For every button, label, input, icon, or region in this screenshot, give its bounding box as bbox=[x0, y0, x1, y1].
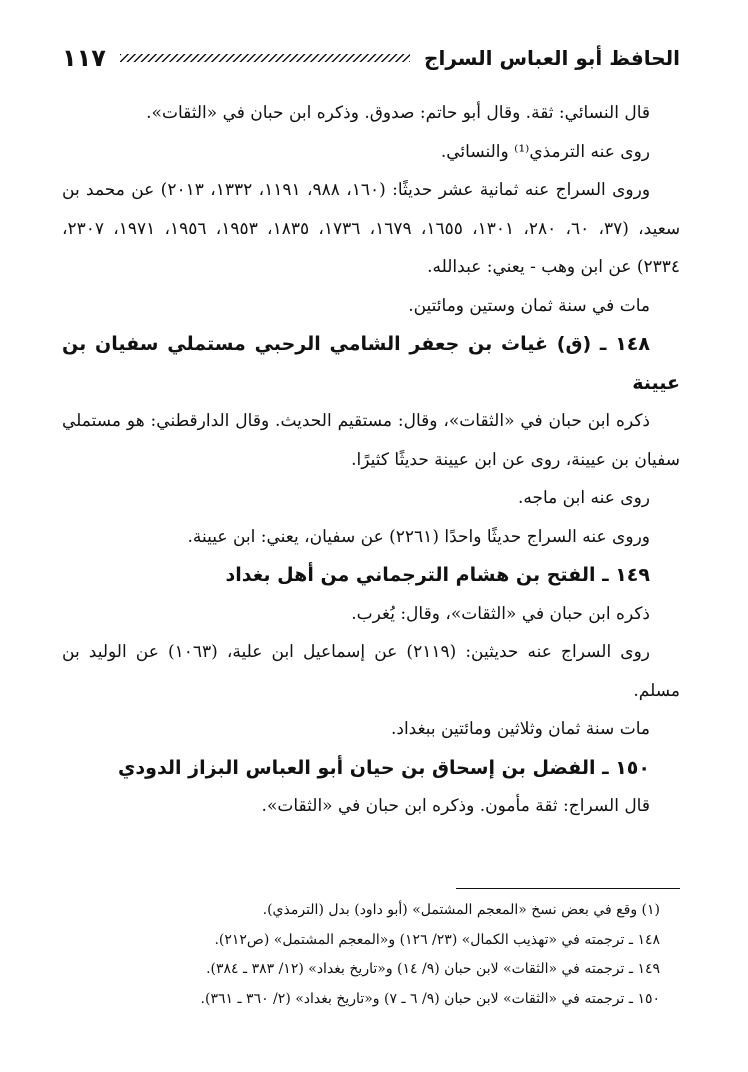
entry-heading: ١٤٨ ـ (ق) غياث بن جعفر الشامي الرحبي مستملي سفيان بن عيينة bbox=[62, 333, 680, 394]
paragraph: روى عنه الترمذي⁽¹⁾ والنسائي. bbox=[440, 141, 650, 162]
main-text bbox=[62, 94, 680, 826]
paragraph: ذكره ابن حبان في «الثقات»، وقال: يُغرب. bbox=[351, 603, 650, 624]
footnote-separator bbox=[456, 888, 680, 889]
entry-heading: ١٥٠ ـ الفضل بن إسحاق بن حيان أبو العباس البزاز الدودي bbox=[117, 756, 650, 779]
page-number: ١١٧ bbox=[62, 44, 106, 72]
paragraph: ذكره ابن حبان في «الثقات»، وقال: مستقيم الحديث. وقال الدارقطني: هو مستملي سفيان بن عيينة، روى عن ابن عيينة حديثًا كثيرًا. bbox=[62, 411, 680, 470]
paragraph: مات سنة ثمان وثلاثين ومائتين ببغداد. bbox=[390, 719, 650, 739]
paragraph: وروى عنه السراج حديثًا واحدًا (٢٢٦١) عن سفيان، يعني: ابن عيينة. bbox=[187, 526, 650, 547]
page-header bbox=[62, 38, 680, 78]
paragraph: روى عنه ابن ماجه. bbox=[517, 488, 650, 508]
entry-heading: ١٤٩ ـ الفتح بن هشام الترجماني من أهل بغداد bbox=[225, 564, 650, 586]
running-title: الحافظ أبو العباس السراج bbox=[424, 46, 680, 70]
header-rule bbox=[120, 54, 410, 62]
paragraph: روى السراج عنه حديثين: (٢١١٩) عن إسماعيل ابن علية، (١٠٦٣) عن الوليد بن مسلم. bbox=[62, 642, 680, 701]
paragraph: وروى السراج عنه ثمانية عشر حديثًا: (١٦٠، ٩٨٨، ١١٩١، ١٣٣٢، ٢٠١٣) عن محمد بن سعيد، (٣٧، ٦٠، ٢٨٠، ١٣٠١، ١٦٥٥، ١٦٧٩، ١٧٣٦، ١٨٣٥، ١٩٥٣، ١٩٥٦، ١٩٧١، ٢٣٠٧، ٢٣٣٤) عن ابن وهب - يعني: عبدالله. bbox=[62, 180, 681, 277]
footnotes bbox=[62, 896, 680, 1014]
footnote: (١) وقع في بعض نسخ «المعجم المشتمل» (أبو داود) بدل (الترمذي). bbox=[262, 902, 660, 918]
paragraph: مات في سنة ثمان وستين ومائتين. bbox=[408, 295, 650, 316]
footnote: ١٤٩ ـ ترجمته في «الثقات» لابن حبان (٩/ ١٤) و«تاريخ بغداد» (١٢/ ٣٨٣ ـ ٣٨٤). bbox=[206, 961, 660, 977]
paragraph: قال السراج: ثقة مأمون. وذكره ابن حبان في «الثقات». bbox=[261, 796, 650, 816]
footnote: ١٥٠ ـ ترجمته في «الثقات» لابن حبان (٩/ ٦ ـ ٧) و«تاريخ بغداد» (٢/ ٣٦٠ ـ ٣٦١). bbox=[200, 990, 660, 1007]
paragraph: قال النسائي: ثقة. وقال أبو حاتم: صدوق. وذكره ابن حبان في «الثقات». bbox=[146, 103, 650, 123]
footnote: ١٤٨ ـ ترجمته في «تهذيب الكمال» (٢٣/ ١٢٦) و«المعجم المشتمل» (ص٢١٢). bbox=[214, 931, 660, 948]
